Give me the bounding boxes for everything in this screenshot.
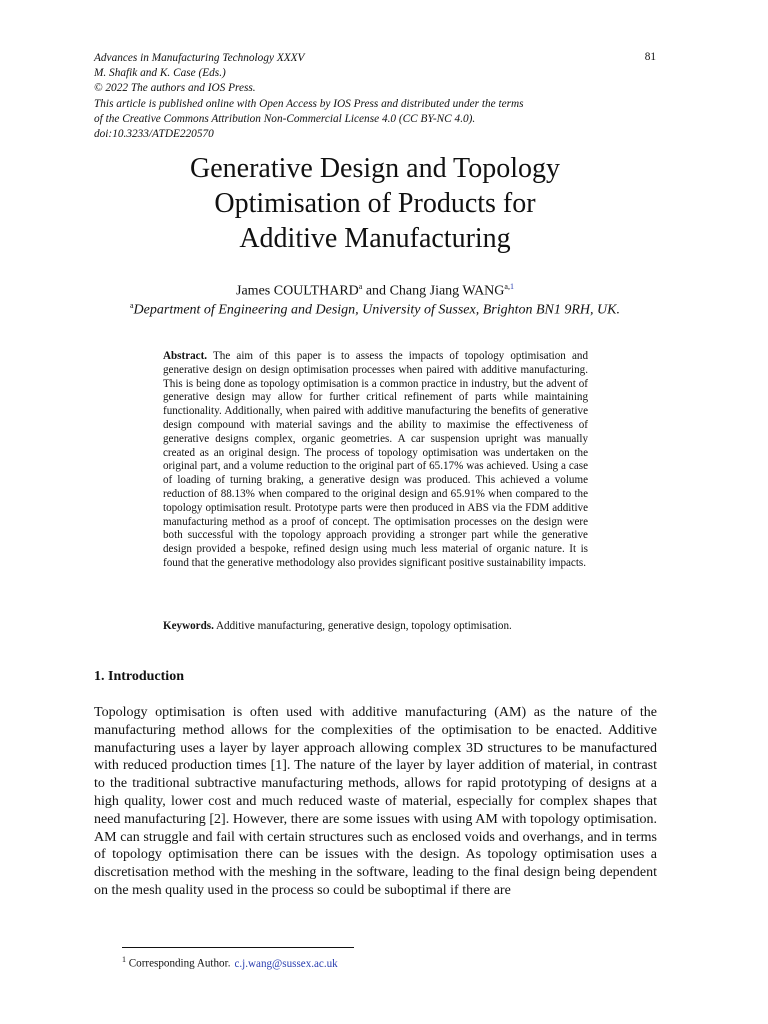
doi-line[interactable]: doi:10.3233/ATDE220570 [94,128,214,141]
affiliation-mark: a [129,301,134,310]
author-separator: and [362,283,390,299]
author-name: Chang Jiang WANG [389,283,505,299]
header-line: of the Creative Commons Attribution Non-Commercial License 4.0 (CC BY-NC 4.0). [94,112,476,125]
body-paragraph: Topology optimisation is often used with additive manufacturing (AM) as the nature of the manufacturing method allows for the complexities of the optimisation to be enacted. Additive manufacturing uses a layer by layer approach allowing complex 3D structures to be manufactured with reduced production times [1]. The nature of the layer by layer addition of material, in contrast to the traditional subtractive manufacturing methods, allows for rapid prototyping of designs at a high quality, lower cost and much reduced waste of material, especially for complex shapes that need manufacturing [2]. However, there are some issues with using AM with topology optimisation. AM can struggle and fail with certain structures such as enclosed voids and overhangs, and in terms of topology optimisation there can be issues with the design. As topology optimisation uses a discretisation method with the meshing in the software, leading to the final design being dependent on the mesh quality used in the process so could be suboptimal if there are [94,705,657,898]
affiliation-mark: a, [504,282,510,291]
footnote-mark: 1 [122,955,126,964]
affiliation-mark: a [358,282,363,291]
header-line: This article is published online with Open Access by IOS Press and distributed under the terms [94,97,524,110]
footnote-label: Corresponding Author. [126,957,231,970]
header-line: Advances in Manufacturing Technology XXXV [94,52,305,64]
affiliation-text: Department of Engineering and Design, University of Sussex, Brighton BN1 9RH, UK. [133,302,620,318]
author-name: James COULTHARD [236,283,359,299]
keywords-label: Keywords. [163,620,214,632]
paper-title [94,151,656,256]
keywords-text: Additive manufacturing, generative design, topology optimisation. [213,620,512,632]
section-heading: 1. Introduction [94,669,184,684]
header-line: © 2022 The authors and IOS Press. [94,82,256,95]
affiliation [94,297,656,320]
title-line: Additive Manufacturing [239,223,511,254]
journal-header [94,51,656,142]
footnote-link[interactable]: 1 [509,282,514,291]
abstract [163,350,588,571]
email-link[interactable]: c.j.wang@sussex.ac.uk [234,957,338,970]
abstract-text: The aim of this paper is to assess the impacts of topology optimisation and generative design on design optimisation processes when paired with additive manufacturing. This is being done as topology optimisation is a common practice in industry, but the advent of generative design may allow for further critical refinement of parts while maintaining functionality. Additionally, when paired with additive manufacturing the benefits of generative design compound with material savings and the ability to maximise the effectiveness of generative designs complex, organic geometries. A car suspension upright was manually created as an original design. The process of topology optimisation was undertaken on the original part, and a volume reduction to the original part of 65.17% was achieved. Using a case of loading of turning braking, a generative design was produced. This achieved a volume reduction of 88.13% when compared to the original design and 65.91% when compared to the topology optimisation result. Prototype parts were then produced in ABS via the FDM additive manufacturing method as a proof of concept. The optimisation processes on the design were both successful with the topology approach providing a stronger part while the generative design provided a bespoke, refined design using much less material of organic nature. It is found that the generative methodology also provides significant positive sustainability impacts. [163,350,588,569]
header-line: M. Shafik and K. Case (Eds.) [94,67,226,80]
page-number: 81 [644,51,656,63]
title-line: Generative Design and Topology [190,153,560,184]
abstract-label: Abstract. [163,350,208,362]
footnote-divider [122,947,354,948]
title-line: Optimisation of Products for [214,188,536,219]
keywords [163,619,603,633]
footnote [122,955,338,970]
